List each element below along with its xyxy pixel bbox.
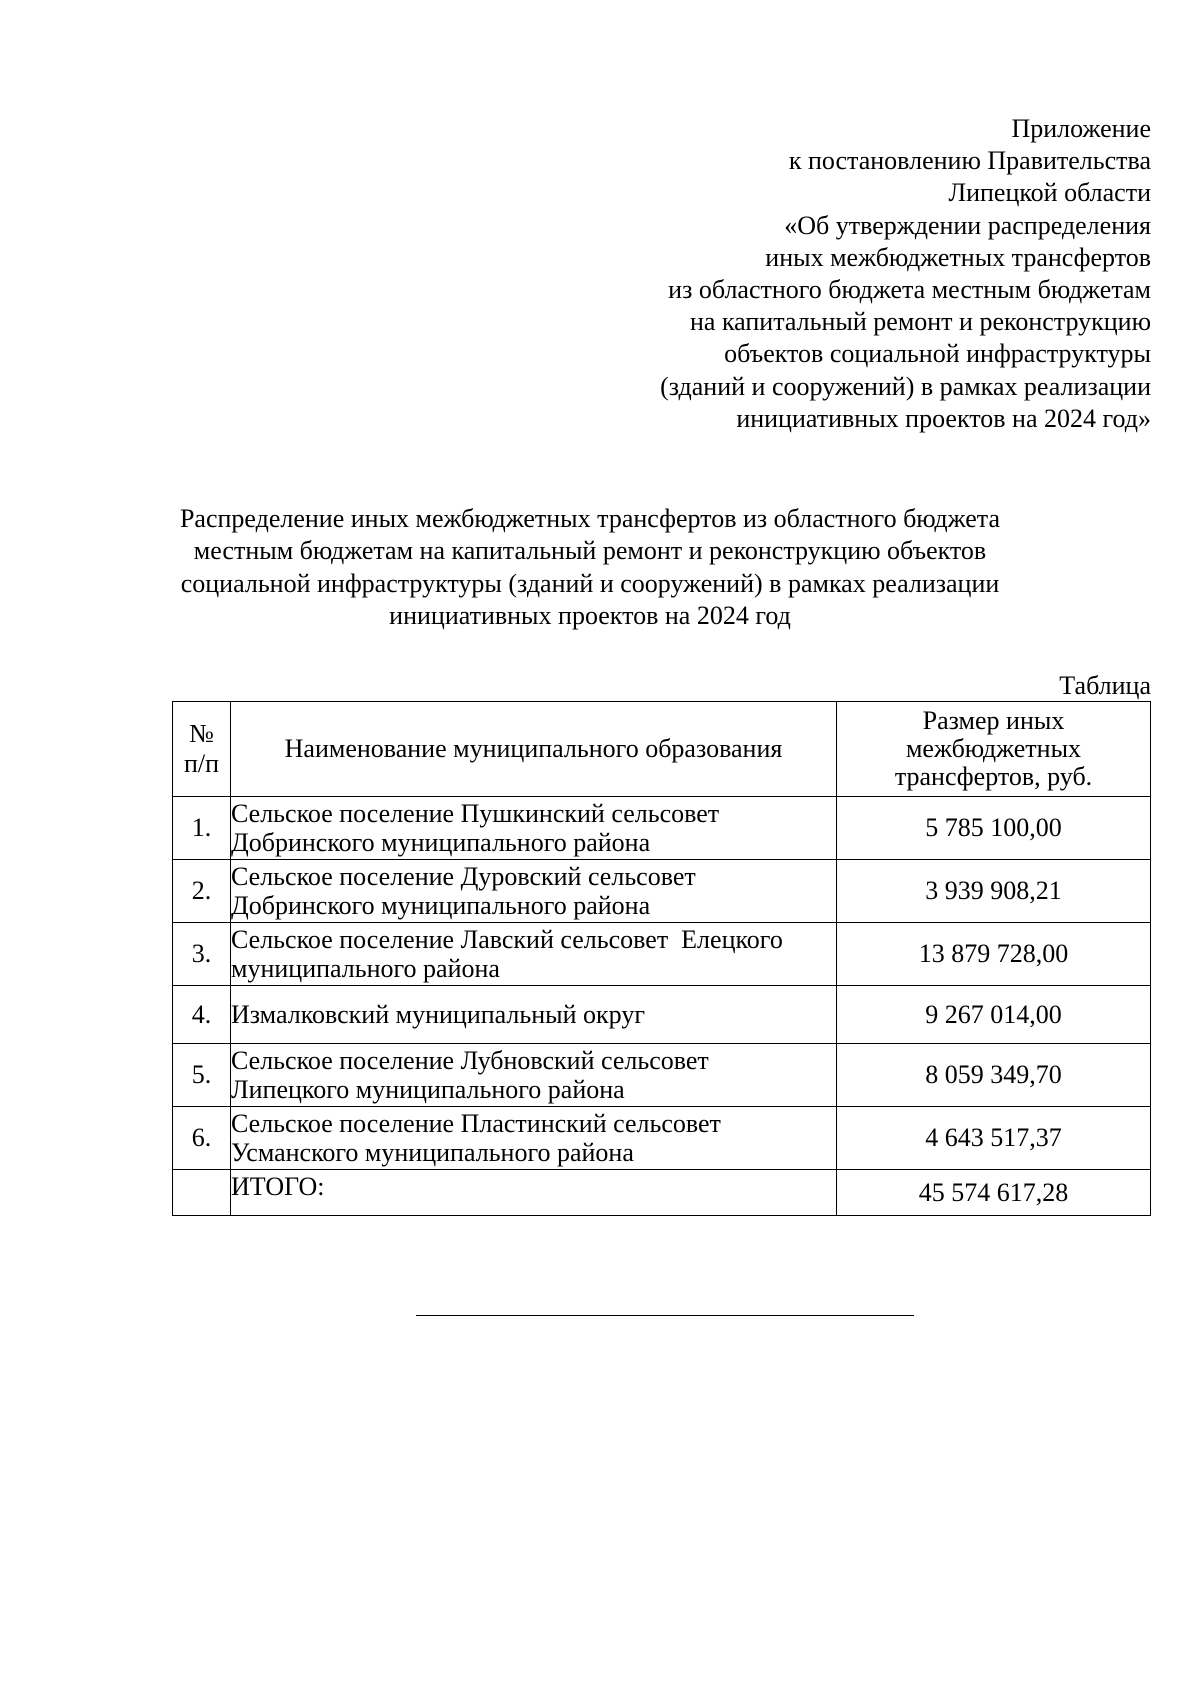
title-line: Распределение иных межбюджетных трансфертов из областного бюджета	[179, 504, 1001, 533]
table-total-row	[173, 1170, 1151, 1216]
municipality-line: Сельское поселение Пушкинский сельсовет	[231, 799, 720, 828]
end-divider	[416, 1315, 914, 1316]
appendix-line: к постановлению Правительства	[788, 146, 1151, 176]
header-amount-line: трансфертов, руб.	[894, 762, 1093, 791]
table-row	[173, 1107, 1151, 1170]
row-municipality	[231, 1044, 837, 1107]
municipality-line: Липецкого муниципального района	[231, 1075, 625, 1104]
table-row	[173, 797, 1151, 860]
row-municipality	[231, 986, 837, 1044]
total-number-cell	[173, 1170, 231, 1216]
row-number: 1.	[173, 797, 231, 860]
appendix-header	[511, 113, 1151, 435]
row-amount: 3 939 908,21	[837, 860, 1151, 923]
row-amount: 9 267 014,00	[837, 986, 1151, 1044]
appendix-line: Липецкой области	[948, 178, 1151, 208]
document-title	[140, 503, 1040, 633]
appendix-line: инициативных проектов на 2024 год»	[736, 403, 1151, 433]
table-row	[173, 1044, 1151, 1107]
municipality-line: Измалковский муниципальный округ	[231, 1000, 646, 1029]
total-amount: 45 574 617,28	[837, 1170, 1151, 1216]
row-amount: 13 879 728,00	[837, 923, 1151, 986]
header-number	[173, 702, 231, 797]
municipality-line: Сельское поселение Пластинский сельсовет	[231, 1109, 721, 1138]
appendix-line: объектов социальной инфраструктуры	[724, 339, 1151, 369]
appendix-line: (зданий и сооружений) в рамках реализации	[660, 371, 1151, 401]
total-label: ИТОГО:	[231, 1170, 837, 1216]
row-municipality	[231, 923, 837, 986]
appendix-line: «Об утверждении распределения	[784, 210, 1151, 240]
header-number-abbrev: п/п	[183, 749, 220, 778]
transfers-table	[172, 701, 1151, 1216]
appendix-line: иных межбюджетных трансфертов	[765, 242, 1151, 272]
title-line: местным бюджетам на капитальный ремонт и реконструкцию объектов	[193, 536, 987, 566]
table-caption: Таблица	[1059, 671, 1151, 700]
row-number: 5.	[173, 1044, 231, 1107]
row-number: 6.	[173, 1107, 231, 1170]
municipality-line: Добринского муниципального района	[231, 891, 651, 920]
row-municipality	[231, 797, 837, 860]
header-amount-line: Размер иных	[922, 706, 1065, 735]
row-number: 4.	[173, 986, 231, 1044]
table-row	[173, 923, 1151, 986]
municipality-line: Сельское поселение Лавский сельсовет Елецкого	[231, 925, 783, 954]
municipality-line: муниципального района	[231, 954, 500, 983]
row-number: 3.	[173, 923, 231, 986]
header-amount	[837, 702, 1151, 797]
row-municipality	[231, 1107, 837, 1170]
title-line: социальной инфраструктуры (зданий и сооружений) в рамках реализации	[180, 568, 1000, 598]
appendix-line: Приложение	[1011, 114, 1151, 143]
header-number-symbol: №	[189, 719, 214, 748]
header-amount-line: межбюджетных	[905, 734, 1082, 763]
table-row	[173, 986, 1151, 1044]
row-number: 2.	[173, 860, 231, 923]
row-amount: 4 643 517,37	[837, 1107, 1151, 1170]
municipality-line: Добринского муниципального района	[231, 828, 651, 857]
table-header-row	[173, 702, 1151, 797]
municipality-line: Сельское поселение Дуровский сельсовет	[231, 862, 696, 891]
municipality-line: Усманского муниципального района	[231, 1138, 634, 1167]
table-row	[173, 860, 1151, 923]
municipality-line: Сельское поселение Лубновский сельсовет	[231, 1046, 709, 1075]
appendix-line: из областного бюджета местным бюджетам	[668, 275, 1151, 305]
title-line: инициативных проектов на 2024 год	[389, 601, 791, 631]
row-municipality	[231, 860, 837, 923]
header-municipality: Наименование муниципального образования	[231, 702, 837, 797]
row-amount: 8 059 349,70	[837, 1044, 1151, 1107]
row-amount: 5 785 100,00	[837, 797, 1151, 860]
appendix-line: на капитальный ремонт и реконструкцию	[689, 307, 1151, 337]
